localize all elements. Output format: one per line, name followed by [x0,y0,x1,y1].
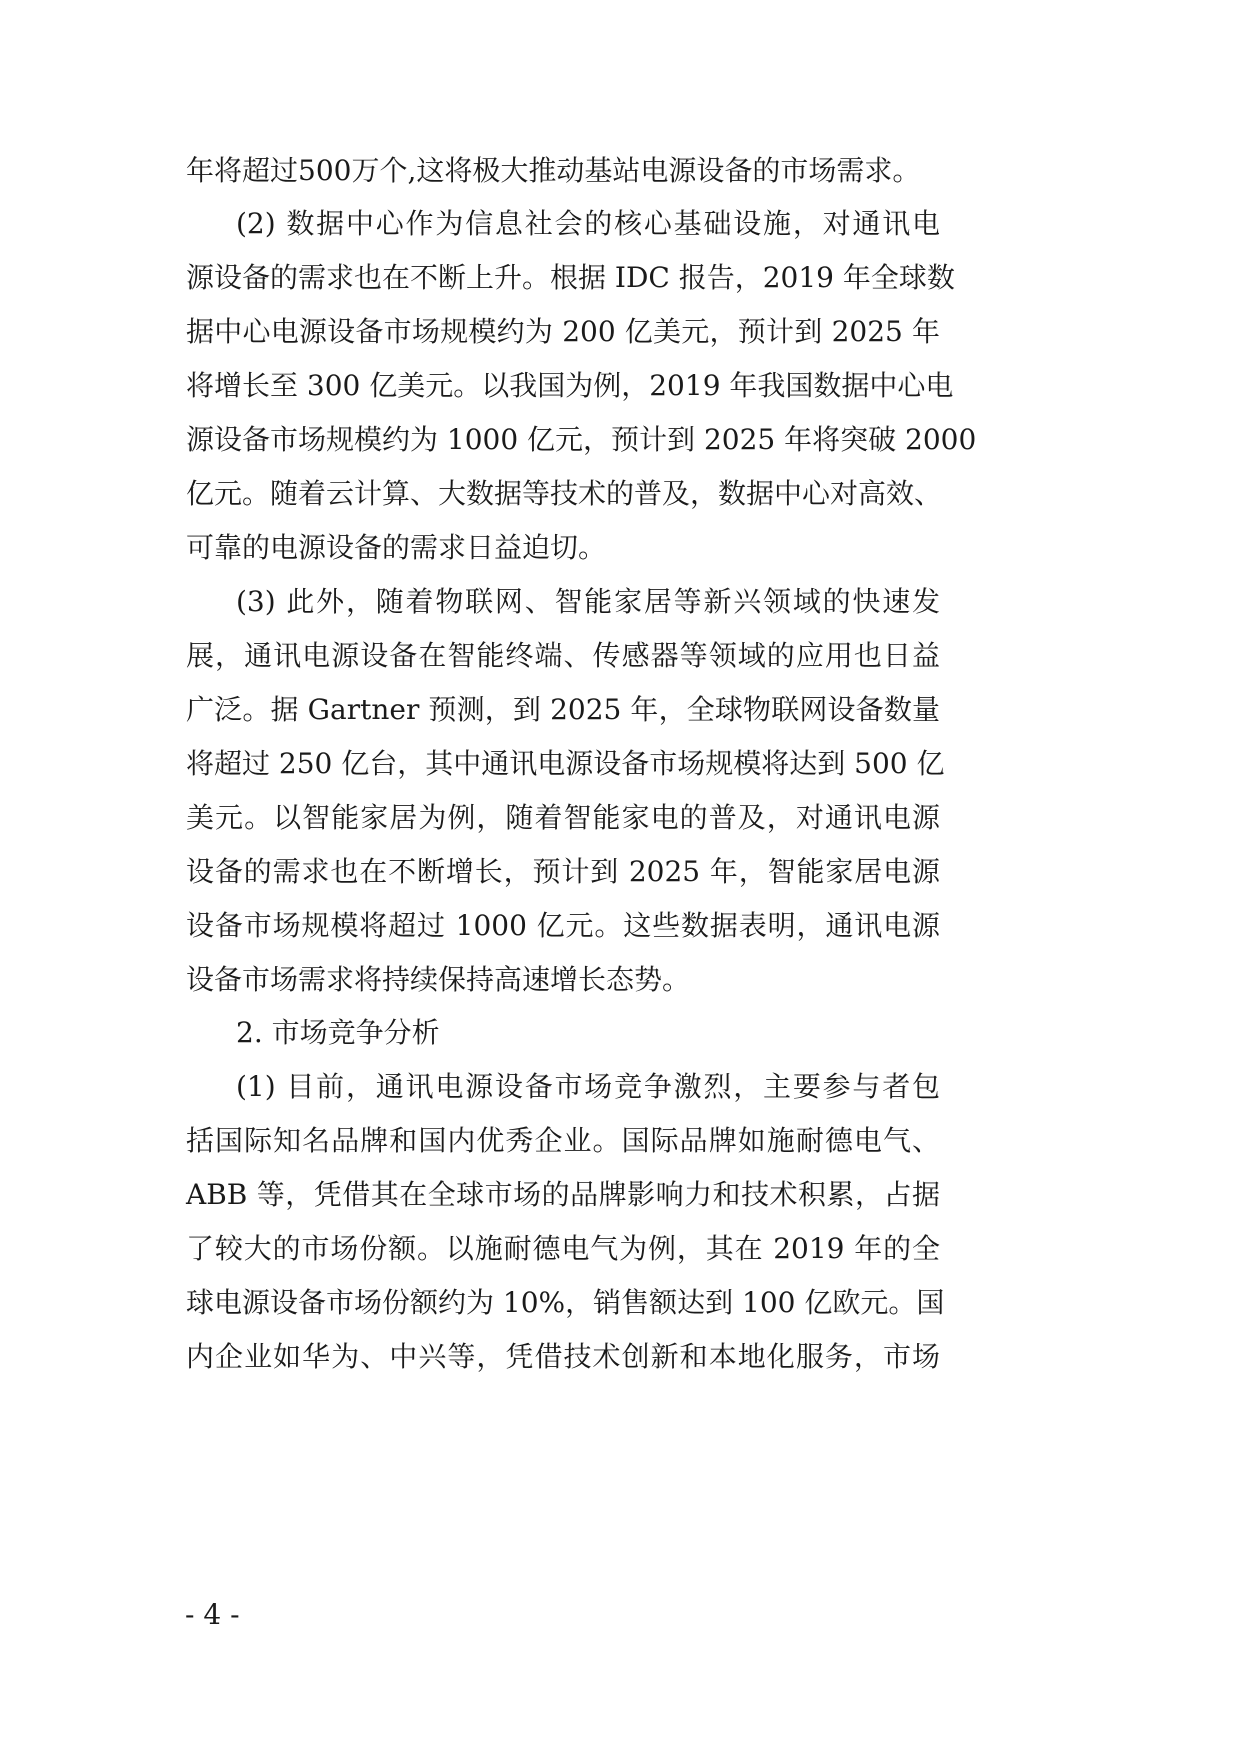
section-heading-text: 2. 市场竞争分析 [236,1016,440,1049]
text-line [0,906,1241,946]
text-line-content: (3) 此外，随着物联网、智能家居等新兴领域的快速发 [236,585,940,618]
text-line [0,1229,1241,1269]
page-number: - 4 - [185,1598,240,1631]
section-heading [0,1013,1241,1053]
text-line [0,852,1241,892]
text-line [0,312,1241,352]
text-line-content: 括国际知名品牌和国内优秀企业。国际品牌如施耐德电气、 [186,1124,940,1157]
text-line-content: 源设备的需求也在不断上升。根据 IDC 报告，2019 年全球数 [186,261,955,294]
text-line [0,1067,1241,1107]
text-line [0,258,1241,298]
text-line-content: 据中心电源设备市场规模约为 200 亿美元，预计到 2025 年 [186,315,940,348]
text-line-content: 年将超过500万个,这将极大推动基站电源设备的市场需求。 [186,154,921,187]
text-line-content: ABB 等，凭借其在全球市场的品牌影响力和技术积累，占据 [186,1178,940,1211]
text-line [0,636,1241,676]
text-line [0,151,1241,191]
text-line-content: 了较大的市场份额。以施耐德电气为例，其在 2019 年的全 [186,1232,940,1265]
text-line [0,1283,1241,1323]
text-line-content: 内企业如华为、中兴等，凭借技术创新和本地化服务，市场 [186,1340,940,1373]
text-line-content: 亿元。随着云计算、大数据等技术的普及，数据中心对高效、 [186,477,943,510]
text-line [0,1337,1241,1377]
text-line [0,690,1241,730]
text-line-content: 球电源设备市场份额约为 10%，销售额达到 100 亿欧元。国 [186,1286,945,1319]
text-line [0,420,1241,460]
text-line [0,1121,1241,1161]
text-line [0,582,1241,622]
text-line-content: 将增长至 300 亿美元。以我国为例，2019 年我国数据中心电 [186,369,954,402]
text-line [0,744,1241,784]
text-line-content: (1) 目前，通讯电源设备市场竞争激烈，主要参与者包 [236,1070,940,1103]
text-line [0,1175,1241,1215]
text-line-content: 广泛。据 Gartner 预测，到 2025 年，全球物联网设备数量 [186,693,940,726]
text-line-content: 设备的需求也在不断增长，预计到 2025 年，智能家居电源 [186,855,940,888]
text-line-content: (2) 数据中心作为信息社会的核心基础设施，对通讯电 [236,207,940,240]
text-line-content: 设备市场规模将超过 1000 亿元。这些数据表明，通讯电源 [186,909,940,942]
text-line [0,798,1241,838]
text-line [0,366,1241,406]
text-line-content: 将超过 250 亿台，其中通讯电源设备市场规模将达到 500 亿 [186,747,945,780]
text-line-content: 美元。以智能家居为例，随着智能家电的普及，对通讯电源 [186,801,940,834]
text-line [0,474,1241,514]
text-line-content: 可靠的电源设备的需求日益迫切。 [186,531,607,564]
text-line-content: 源设备市场规模约为 1000 亿元，预计到 2025 年将突破 2000 [186,423,977,456]
text-line [0,204,1241,244]
text-line [0,528,1241,568]
text-line-content: 设备市场需求将持续保持高速增长态势。 [186,963,691,996]
text-line-content: 展，通讯电源设备在智能终端、传感器等领域的应用也日益 [186,639,940,672]
text-line [0,960,1241,1000]
